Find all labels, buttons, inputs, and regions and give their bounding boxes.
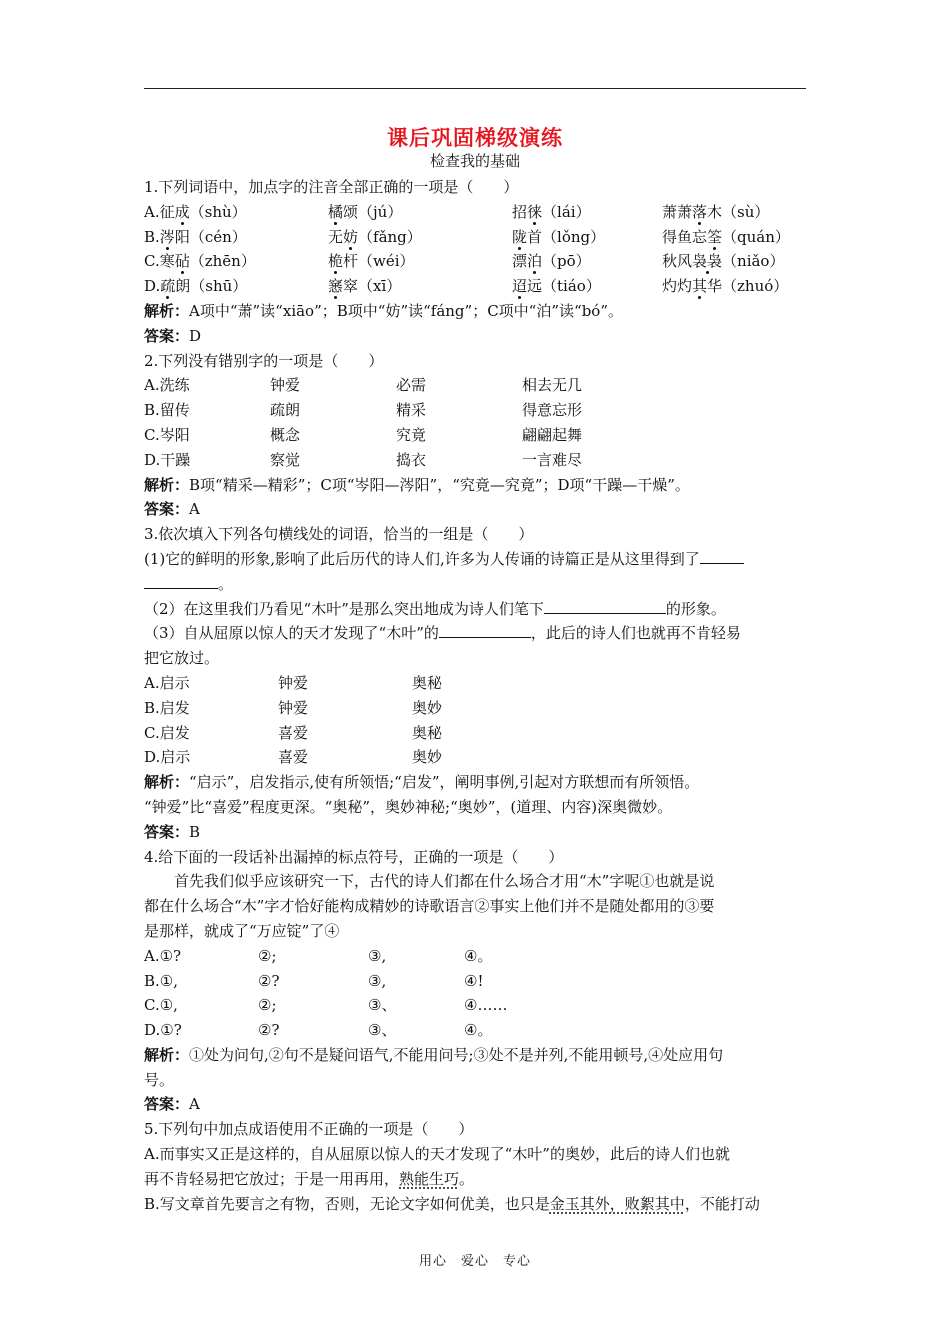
option-d-2: 窸窣（xī） <box>328 277 402 296</box>
option-a-1: A.征成（shù） <box>144 202 247 221</box>
dotted-idiom-b: 金玉其外，败絮其中 <box>549 1194 685 1213</box>
question-1-stem: 1.下列词语中，加点字的注音全部正确的一项是（ ） <box>144 178 519 196</box>
question-3-stem: 3.依次填入下列各句横线处的词语，恰当的一组是（ ） <box>144 525 534 544</box>
question-4-answer: 答案：A <box>144 1095 200 1114</box>
q2-option-row-c: C.岑阳 概念 究竟 翩翩起舞 <box>144 425 583 444</box>
q4-option-row-a: A.①? ②; ③, ④。 <box>144 946 493 965</box>
q5-option-b-line-1: B.写文章首先要言之有物，否则，无论文字如何优美，也只是金玉其外，败絮其中，不能打动 <box>144 1194 760 1213</box>
option-b-3: 陇首（lǒng） <box>512 227 606 246</box>
option-row-d <box>144 274 808 299</box>
option-a-2: 橘颂（jú） <box>328 202 403 221</box>
q4-passage-line-3: 是那样，就成了“万应锭”了④ <box>144 921 340 940</box>
q2-option-row-b: B.留传 疏朗 精采 得意忘形 <box>144 401 583 420</box>
option-b-2: 无妨（fǎng） <box>328 227 422 246</box>
page-footer: 用心 爱心 专心 <box>418 1254 531 1269</box>
q2-option-row-a: A.洗练 钟爱 必需 相去无几 <box>144 376 583 395</box>
page-title: 课后巩固梯级演练 <box>387 125 563 150</box>
q3-option-row-c: C.启发 喜爱 奥秘 <box>144 723 443 742</box>
q3-sentence-1: (1)它的鲜明的形象,影响了此后历代的诗人们,许多为人传诵的诗篇正是从这里得到了 <box>144 547 808 572</box>
question-4-analysis-cont: 号。 <box>144 1070 175 1089</box>
option-b-1: B.涔阳（cén） <box>144 227 247 246</box>
q3-option-row-a: A.启示 钟爱 奥秘 <box>144 673 443 692</box>
option-d-4: 灼灼其华（zhuó） <box>662 277 789 296</box>
content <box>144 175 808 1216</box>
option-a-3: 招徕（lái） <box>512 202 591 221</box>
question-3-analysis: 解析：“启示”，启发指示,使有所领悟;“启发”，阐明事例,引起对方联想而有所领悟。 <box>144 773 700 792</box>
question-1-answer: 答案：D <box>144 326 202 345</box>
dotted-idiom-a: 熟能生巧 <box>399 1169 460 1188</box>
q3-option-row-d: D.启示 喜爱 奥妙 <box>144 748 443 767</box>
header-rule <box>144 88 806 89</box>
q3-sentence-3: （3）自从屈原以惊人的天才发现了“木叶”的 ，此后的诗人们也就再不肯轻易 <box>144 624 741 643</box>
blank-3 <box>439 623 531 638</box>
question-2-analysis: 解析：B项“精采—精彩”；C项“岑阳—涔阳”，“究竟—究竟”；D项“干躁—干燥”。 <box>144 475 690 494</box>
q2-option-row-d: D.干躁 察觉 捣衣 一言难尽 <box>144 450 583 469</box>
option-c-3: 漂泊（pō） <box>512 252 591 271</box>
option-c-4: 秋风袅袅（niǎo） <box>662 252 785 271</box>
blank-2 <box>544 599 666 614</box>
option-c-2: 桅杆（wéi） <box>328 252 415 271</box>
option-d-1: D.疏朗（shū） <box>144 277 248 296</box>
option-c-1: C.寒砧（zhēn） <box>144 252 256 271</box>
q3-sentence-2: （2）在这里我们乃看见“木叶”是那么突出地成为诗人们笔下 的形象。 <box>144 599 726 618</box>
q4-option-row-c: C.①, ②; ③、 ④…… <box>144 996 508 1015</box>
q3-sentence-3-cont: 把它放过。 <box>144 649 220 668</box>
option-row-a <box>144 200 808 225</box>
question-4-analysis: 解析：①处为问句,②句不是疑问语气,不能用问号;③处不是并列,不能用顿号,④处应用句 <box>144 1045 724 1064</box>
q3-sentence-1-cont: 。 <box>144 572 808 597</box>
question-3-analysis-cont: “钟爱”比“喜爱”程度更深。“奥秘”，奥妙神秘;“奥妙”，(道理、内容)深奥微妙。 <box>144 797 673 816</box>
question-1-analysis: 解析：A项中“萧”读“xiāo”；B项中“妨”读“fáng”；C项中“泊”读“bó”。 <box>144 301 623 320</box>
section-subtitle: 检查我的基础 <box>429 152 520 170</box>
q3-option-row-b: B.启发 钟爱 奥妙 <box>144 698 443 717</box>
q5-option-a-line-1: A.而事实又正是这样的，自从屈原以惊人的天才发现了“木叶”的奥妙，此后的诗人们也就 <box>144 1145 730 1164</box>
option-b-4: 得鱼忘筌（quán） <box>662 227 790 246</box>
option-d-3: 迢远（tiáo） <box>512 277 601 296</box>
q4-option-row-d: D.①? ②? ③、 ④。 <box>144 1021 493 1040</box>
q4-passage-line-1: 首先我们似乎应该研究一下，古代的诗人们都在什么场合才用“木”字呢①也就是说 <box>174 872 715 891</box>
question-4-stem: 4.给下面的一段话补出漏掉的标点符号，正确的一项是（ ） <box>144 847 564 866</box>
question-5-stem: 5.下列句中加点成语使用不正确的一项是（ ） <box>144 1120 474 1139</box>
question-3-answer: 答案：B <box>144 822 201 841</box>
q4-option-row-b: B.①, ②? ③, ④! <box>144 971 484 990</box>
question-2-stem: 2.下列没有错别字的一项是（ ） <box>144 351 384 370</box>
option-row-b <box>144 225 808 250</box>
option-a-4: 萧萧落木（sù） <box>662 202 770 221</box>
blank-1a <box>700 549 744 564</box>
q4-passage-line-2: 都在什么场合“木”字才恰好能构成精妙的诗歌语言②事实上他们并不是随处都用的③要 <box>144 897 715 916</box>
q5-option-a-line-2: 再不肯轻易把它放过；于是一用再用，熟能生巧。 <box>144 1169 475 1188</box>
question-2-answer: 答案：A <box>144 500 200 519</box>
blank-1b <box>144 574 218 589</box>
option-row-c <box>144 249 808 274</box>
